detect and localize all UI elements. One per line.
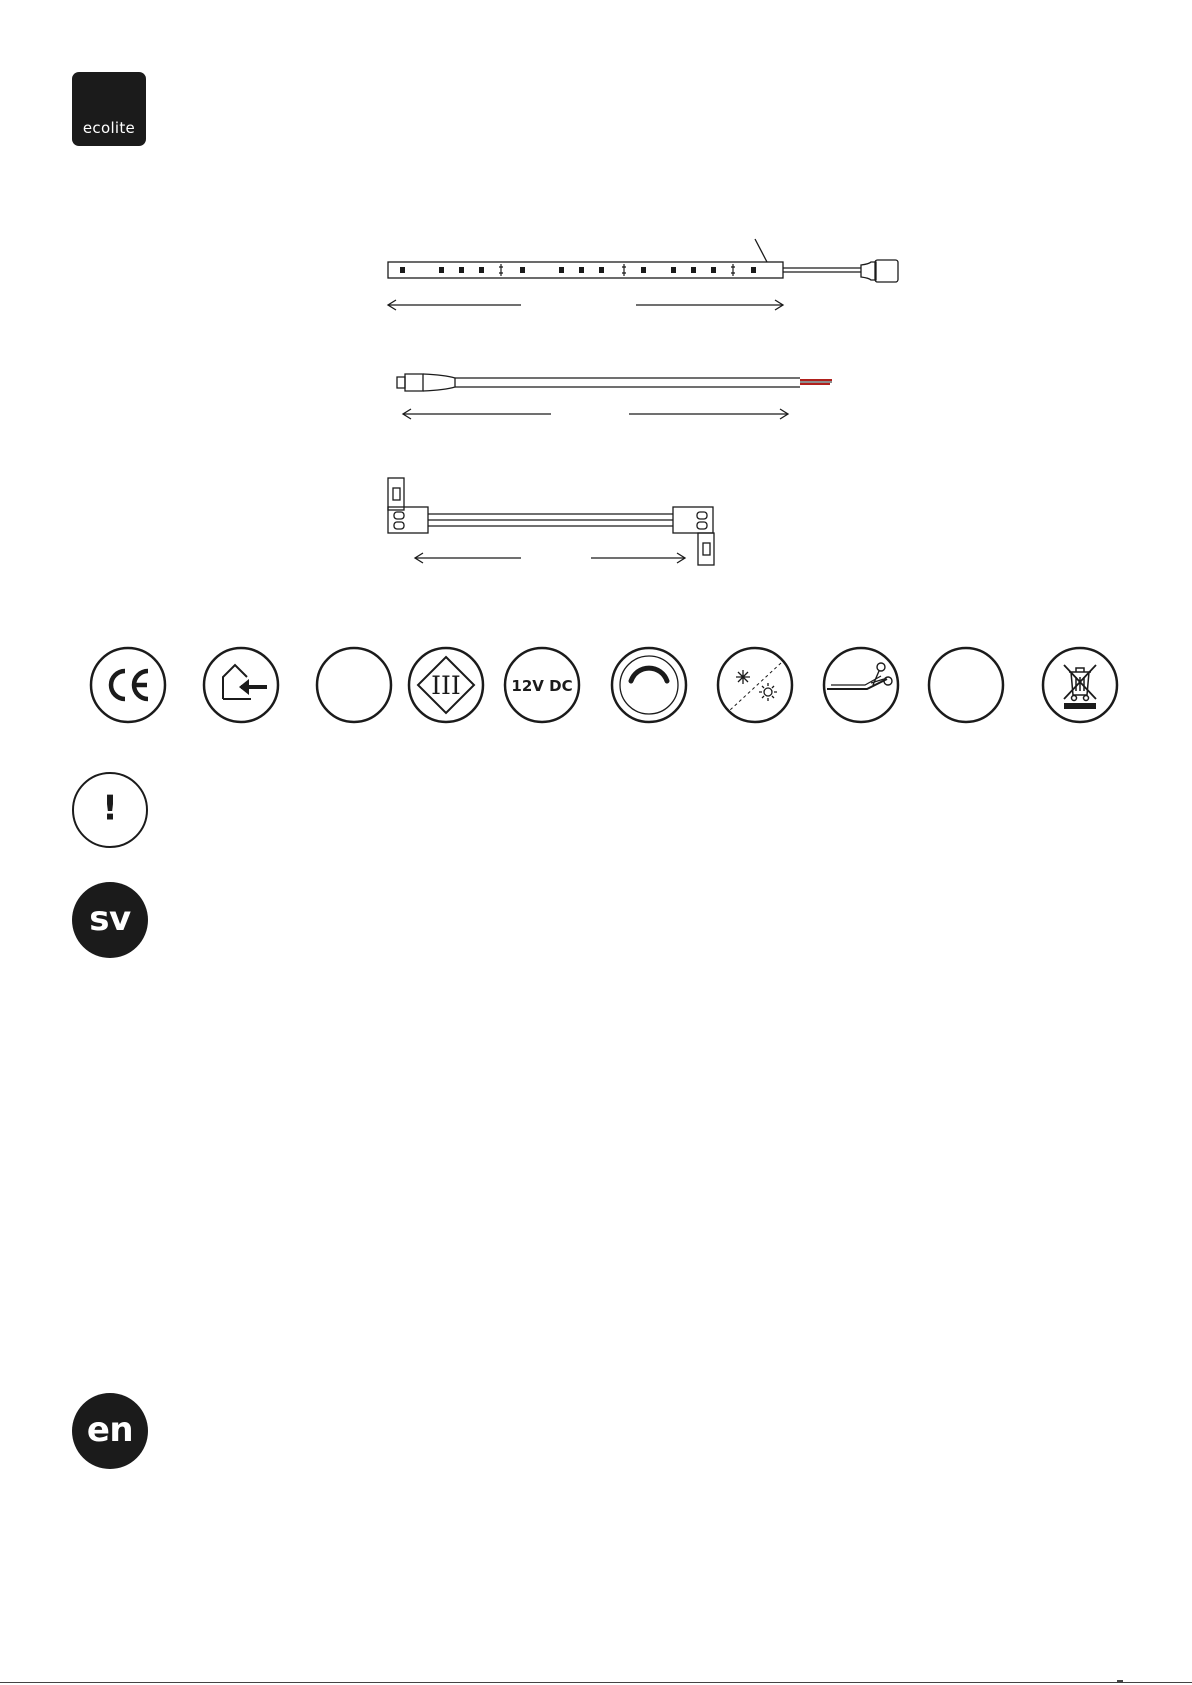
footer-rule (0, 1682, 1192, 1683)
led-chip (479, 267, 484, 273)
blank-circle-icon (314, 645, 394, 725)
dc-extension-cable-diagram (385, 370, 845, 426)
led-chip (520, 267, 525, 273)
dc-plug-grip (423, 374, 455, 391)
temperature-range-icon (715, 645, 795, 725)
led-strip-diagram (385, 232, 915, 316)
strip-pointer-line (755, 239, 767, 262)
protection-class-iii-icon (406, 645, 486, 725)
language-code-en: en (86, 1410, 134, 1451)
svg-text:III: III (431, 671, 461, 700)
exclamation-mark: ! (102, 788, 118, 829)
footer-mark (1117, 1680, 1123, 1682)
cut-mark (622, 264, 626, 276)
connector-cable (428, 514, 673, 526)
language-code-sv: sv (89, 899, 131, 940)
blank-circle-icon (926, 645, 1006, 725)
led-chip (559, 267, 564, 273)
led-chip (459, 267, 464, 273)
dc-plug-barrel (405, 374, 423, 391)
plug-collar (861, 262, 876, 280)
language-badge-en (72, 1393, 148, 1469)
left-clip-top (388, 478, 404, 510)
language-badge-sv (72, 882, 148, 958)
strip-body (388, 262, 783, 278)
strip-connector-diagram (385, 475, 725, 571)
led-chip (599, 267, 604, 273)
right-clip-body (673, 507, 713, 533)
led-chip (439, 267, 444, 273)
right-clip-bottom (698, 533, 714, 565)
warning-icon (72, 772, 148, 848)
voltage-icon (502, 645, 582, 725)
led-chip (751, 267, 756, 273)
led-chip (579, 267, 584, 273)
led-chip (691, 267, 696, 273)
cable-jacket (455, 378, 800, 387)
cut-mark (731, 264, 735, 276)
ce-mark-icon (88, 645, 168, 725)
svg-text:12V DC: 12V DC (511, 677, 573, 695)
symbol-row (88, 645, 1128, 727)
cuttable-strip-icon (821, 645, 901, 725)
cut-mark (499, 264, 503, 276)
dc-plug-pin (397, 377, 405, 388)
led-chip (400, 267, 405, 273)
weee-bin-icon (1040, 645, 1120, 725)
dimmable-icon (609, 645, 689, 725)
female-plug (875, 260, 898, 282)
ecolite-logo (72, 72, 146, 146)
left-clip-body (388, 507, 428, 533)
led-chip (671, 267, 676, 273)
indoor-use-icon (201, 645, 281, 725)
brand-name: ecolite (82, 119, 136, 137)
led-chip (641, 267, 646, 273)
led-chip (711, 267, 716, 273)
strip-lead-wire (783, 268, 861, 272)
